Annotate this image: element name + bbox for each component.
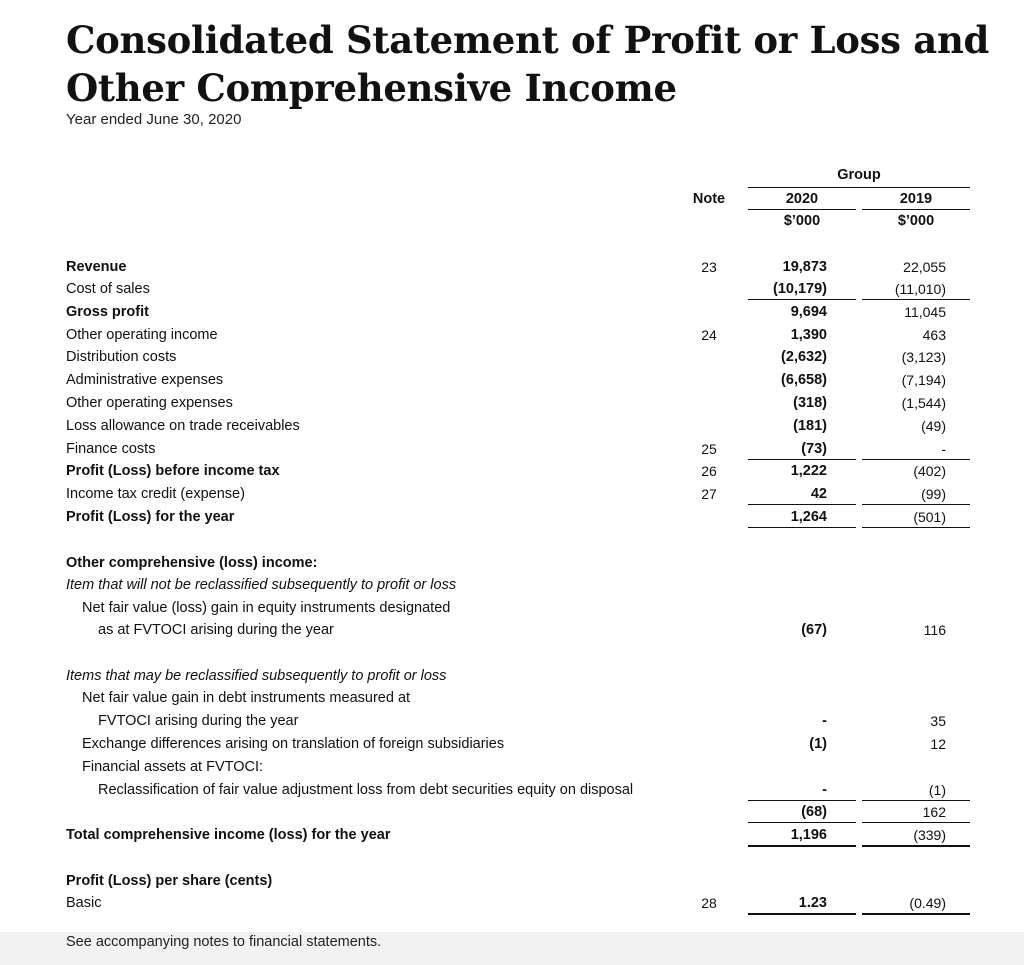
row-label-finance-costs: Finance costs	[66, 441, 156, 457]
row-2019-revenue: 22,055	[903, 259, 946, 275]
row-note-other-operating-income: 24	[701, 327, 717, 343]
rule-pbt-2019	[862, 459, 970, 460]
row-2020-profit-for-year: 1,264	[790, 509, 827, 525]
row-note-finance-costs: 25	[701, 441, 717, 457]
row-2019-other-operating-expenses: (1,544)	[901, 395, 946, 411]
row-label-equity-fvtoci-line1: Net fair value (loss) gain in equity instruments designated	[82, 600, 451, 616]
row-label-distribution-costs: Distribution costs	[66, 349, 177, 365]
row-2019-finance-costs: -	[941, 441, 946, 457]
rule-pfy-top-2020	[748, 504, 856, 505]
row-label-exchange-differences: Exchange differences arising on translation of foreign subsidiaries	[82, 736, 505, 752]
rule-gross-2019	[862, 299, 970, 300]
rule-pfy-bottom-2020	[748, 527, 856, 528]
group-rule	[748, 187, 970, 188]
unit-2020-header: $’000	[783, 213, 821, 229]
row-label-debt-fvtoci-line1: Net fair value gain in debt instruments measured at	[82, 690, 411, 706]
title-line-1: Consolidated Statement of Profit or Loss and	[66, 18, 990, 62]
rule-total-bottom-2019	[862, 845, 970, 847]
row-2020-basic-eps: 1.23	[798, 895, 827, 911]
row-2019-distribution-costs: (3,123)	[901, 349, 946, 365]
row-label-reclassification-adjustment: Reclassification of fair value adjustment loss from debt securities equity on disposal	[98, 782, 634, 798]
year-2019-rule	[862, 209, 970, 210]
row-label-cost-of-sales: Cost of sales	[66, 281, 150, 297]
rule-oci-subtotal-2019	[862, 800, 970, 801]
row-2019-basic-eps: (0.49)	[909, 895, 946, 911]
row-2020-administrative-expenses: (6,658)	[781, 372, 827, 388]
row-2019-equity-fvtoci: 116	[923, 622, 946, 638]
row-2019-total-comprehensive-income: (339)	[913, 827, 946, 843]
row-note-revenue: 23	[701, 259, 717, 275]
note-header: Note	[692, 191, 726, 207]
period-subtitle: Year ended June 30, 2020	[66, 111, 242, 128]
rule-total-bottom-2020	[748, 845, 856, 847]
year-2020-rule	[748, 209, 856, 210]
row-2020-total-comprehensive-income: 1,196	[790, 827, 827, 843]
row-label-profit-before-tax: Profit (Loss) before income tax	[66, 463, 280, 479]
row-2020-distribution-costs: (2,632)	[781, 349, 827, 365]
rule-oci-subtotal-2020	[748, 800, 856, 801]
row-note-income-tax: 27	[701, 486, 717, 502]
row-label-profit-for-year: Profit (Loss) for the year	[66, 509, 235, 525]
row-2020-other-operating-income: 1,390	[790, 327, 827, 343]
rule-eps-2019	[862, 913, 970, 915]
rule-total-top-2020	[748, 822, 856, 823]
rule-gross-2020	[748, 299, 856, 300]
rule-pfy-top-2019	[862, 504, 970, 505]
row-2020-profit-before-tax: 1,222	[790, 463, 827, 479]
row-label-other-operating-income: Other operating income	[66, 327, 218, 343]
row-label-debt-fvtoci-line2: FVTOCI arising during the year	[98, 713, 299, 729]
row-2020-reclassification-adjustment: -	[822, 782, 827, 798]
row-2019-gross-profit: 11,045	[904, 304, 946, 320]
row-2019-reclassification-adjustment: (1)	[928, 782, 946, 798]
title-line-2: Other Comprehensive Income	[66, 66, 677, 110]
row-note-profit-before-tax: 26	[701, 463, 717, 479]
row-2019-profit-before-tax: (402)	[913, 463, 946, 479]
row-note-basic-eps: 28	[701, 895, 717, 911]
row-2020-revenue: 19,873	[782, 259, 827, 275]
group-header: Group	[837, 167, 881, 183]
row-label-financial-assets-fvtoci: Financial assets at FVTOCI:	[82, 759, 264, 775]
row-label-total-comprehensive-income: Total comprehensive income (loss) for the year	[66, 827, 391, 843]
row-label-other-operating-expenses: Other operating expenses	[66, 395, 233, 411]
row-2020-oci-subtotal: (68)	[801, 804, 827, 820]
row-label-equity-fvtoci-line2: as at FVTOCI arising during the year	[98, 622, 334, 638]
rule-eps-2020	[748, 913, 856, 915]
oci-heading: Other comprehensive (loss) income:	[66, 555, 318, 571]
row-2020-debt-fvtoci: -	[822, 713, 827, 729]
row-2019-income-tax: (99)	[921, 486, 946, 502]
row-2019-cost-of-sales: (11,010)	[894, 281, 946, 297]
row-2020-cost-of-sales: (10,179)	[772, 281, 827, 297]
row-2019-oci-subtotal: 162	[922, 804, 946, 820]
row-2019-debt-fvtoci: 35	[930, 713, 946, 729]
row-2019-other-operating-income: 463	[922, 327, 946, 343]
rule-total-top-2019	[862, 822, 970, 823]
row-2019-loss-allowance: (49)	[921, 418, 946, 434]
oci-not-reclassified-heading: Item that will not be reclassified subsequently to profit or loss	[66, 577, 457, 593]
row-2020-other-operating-expenses: (318)	[793, 395, 827, 411]
row-2020-exchange-differences: (1)	[809, 736, 827, 752]
row-label-gross-profit: Gross profit	[66, 304, 149, 320]
row-2020-loss-allowance: (181)	[793, 418, 827, 434]
footnote: See accompanying notes to financial statements.	[66, 934, 382, 950]
row-label-loss-allowance: Loss allowance on trade receivables	[66, 418, 300, 434]
rule-pfy-bottom-2019	[862, 527, 970, 528]
row-2019-exchange-differences: 12	[930, 736, 946, 752]
statement-title	[66, 16, 989, 112]
row-2020-gross-profit: 9,694	[790, 304, 827, 320]
year-2019-header: 2019	[899, 191, 933, 207]
row-label-administrative-expenses: Administrative expenses	[66, 372, 224, 388]
eps-heading: Profit (Loss) per share (cents)	[66, 873, 273, 889]
row-label-income-tax: Income tax credit (expense)	[66, 486, 245, 502]
row-label-revenue: Revenue	[66, 259, 127, 275]
row-2020-income-tax: 42	[810, 486, 827, 502]
rule-pbt-2020	[748, 459, 856, 460]
oci-may-reclassify-heading: Items that may be reclassified subsequently to profit or loss	[66, 668, 447, 684]
row-2019-profit-for-year: (501)	[913, 509, 946, 525]
unit-2019-header: $’000	[897, 213, 935, 229]
year-2020-header: 2020	[785, 191, 819, 207]
row-2020-equity-fvtoci: (67)	[801, 622, 827, 638]
row-label-basic-eps: Basic	[66, 895, 102, 911]
row-2020-finance-costs: (73)	[801, 441, 827, 457]
row-2019-administrative-expenses: (7,194)	[901, 372, 946, 388]
